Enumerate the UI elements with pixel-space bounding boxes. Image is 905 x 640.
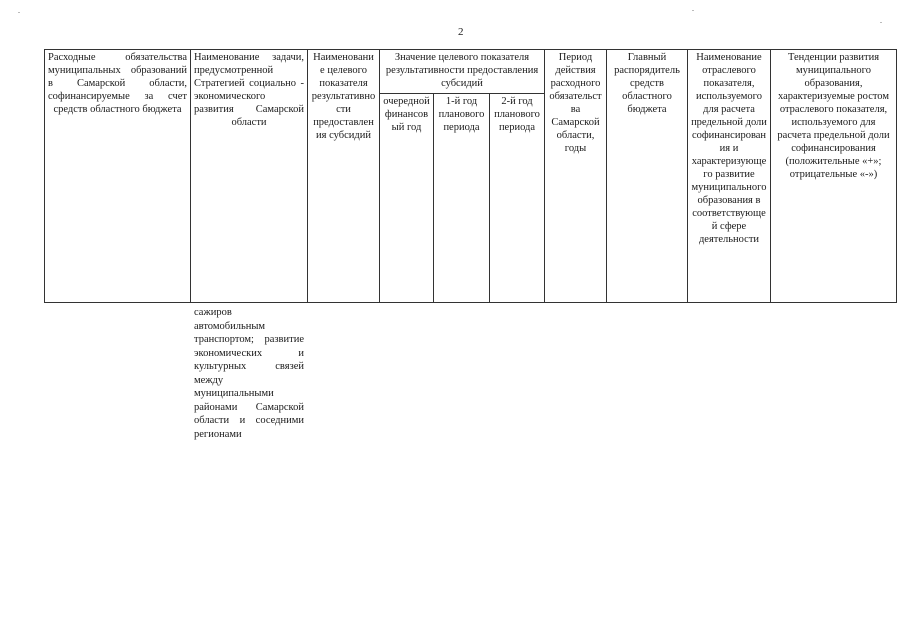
header-next-fiscal-year: очередной финансовый год (380, 94, 434, 303)
header-indicator-values: Значение целевого показателя результативности предоставления субсидий (380, 50, 545, 94)
header-expenditure-obligations: Расходные обязательства муниципальных образований в Самарской области, софинансируемые за счет средств областного бюджета (45, 50, 191, 303)
header-indicator-name: Наименование целевого показателя результативности предоставления субсидий (308, 50, 380, 303)
page-number: 2 (458, 26, 464, 38)
scan-speck (692, 10, 694, 11)
header-sector-indicator: Наименование отраслевого показателя, используемого для расчета предельной доли софинансирования и характеризующего развитие муниципального образования в соответствующей сфере деятельности (688, 50, 771, 303)
header-planning-year-2: 2-й год планового периода (490, 94, 545, 303)
scan-speck (880, 22, 882, 23)
header-task-name: Наименование задачи, предусмотренной Стратегией социально - экономического развития Самарской области (191, 50, 308, 303)
header-table (44, 49, 897, 303)
header-development-trends: Тенденции развития муниципального образования, характеризуемые ростом отраслевого показателя, используемого для расчета предельной доли софинансирования (положительные «+»; отрицательные «-») (771, 50, 897, 303)
task-continuation-text: сажиров автомобильным транспортом; развитие экономических и культурных связей между муниципальными районами Самарской области и соседними регионами (194, 307, 304, 440)
scan-speck (18, 12, 20, 13)
header-obligation-period: Период действия расходного обязательства Самарской области, годы (545, 50, 607, 303)
header-chief-administrator: Главный распорядитель средств областного бюджета (607, 50, 688, 303)
header-planning-year-1: 1-й год планового периода (434, 94, 490, 303)
